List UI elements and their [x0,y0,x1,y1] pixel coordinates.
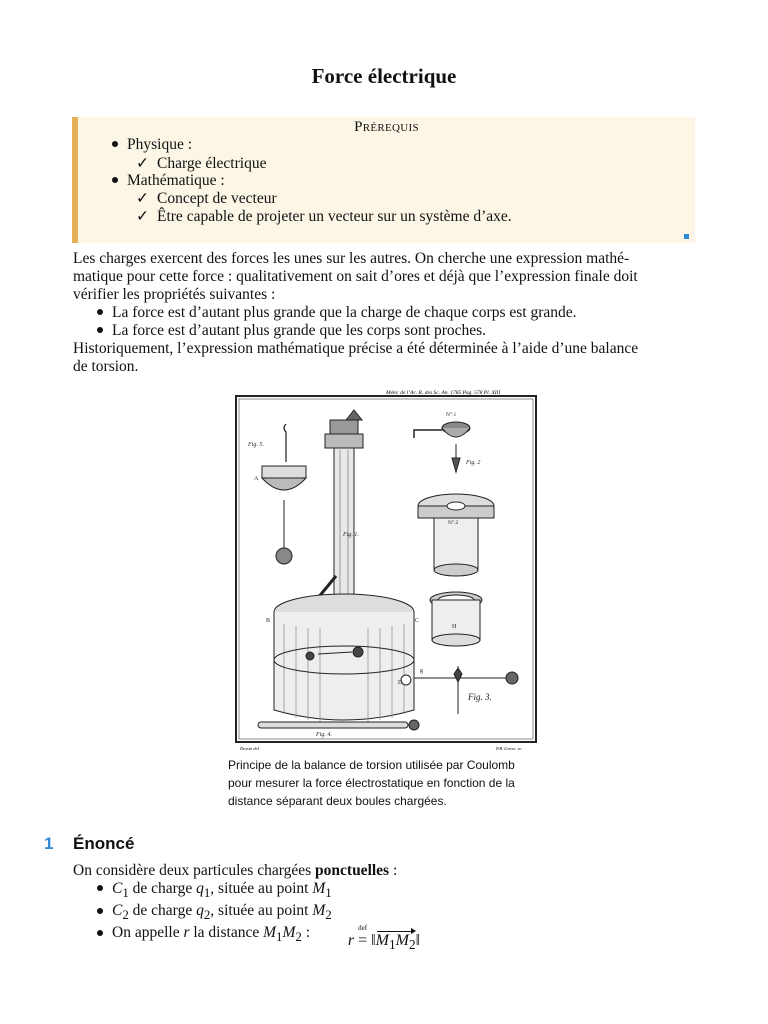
bullet-icon [97,908,103,914]
svg-text:N°.2: N°.2 [448,520,459,526]
svg-text:H: H [452,624,457,630]
list-item: $C_1$ de charge $q_1$, située au point $M_1$ [73,880,697,902]
checkmark-icon: ✓ [136,190,149,207]
svg-text:Fig. 1.: Fig. 1. [343,532,359,538]
list-item: ✓ Concept de vecteur [136,190,277,207]
checkmark-icon: ✓ [136,155,149,172]
end-square-icon [684,234,689,239]
bullet-icon [97,327,103,333]
svg-text:Fig. 5.: Fig. 5. [248,442,264,448]
list-item: La force est d’autant plus grande que la charge de chaque corps est grande. [73,304,697,322]
list-item: ✓ Charge électrique [136,155,267,172]
prerequisites-heading: Prérequis [354,119,419,135]
bullet-icon [97,885,103,891]
bullet-icon [97,309,103,315]
bullet-icon [112,177,118,183]
prerequisites-box [72,117,695,243]
svg-text:D: D [398,680,403,686]
svg-text:Fig. 3.: Fig. 3. [468,692,492,702]
distance-formula: r def = $‖M_1M_2‖$ [347,924,421,953]
torsion-balance-engraving [228,388,544,754]
svg-text:Fig. 2: Fig. 2 [466,460,481,466]
section-intro: On considère deux particules chargées ponctuelles : [73,862,398,879]
list-item: Mathématique : [112,172,225,190]
svg-text:Fig. 4.: Fig. 4. [316,732,332,738]
svg-text:A: A [254,476,259,482]
bullet-icon [112,141,118,147]
list-item: La force est d’autant plus grande que les corps sont proches. [73,322,697,340]
list-item: Physique : [112,136,192,154]
engraver-left: Dessin del. [240,746,260,751]
svg-text:C: C [415,618,420,624]
section-title: Énoncé [73,834,135,853]
list-item: On appelle r la distance $M_1M_2$ : [73,924,697,946]
figure-header: Mém: de l’Ac. R. des Sc. An. 1785 Pag. 578 Pl. XIII [386,390,501,396]
svg-text:B: B [266,618,271,624]
figure-caption: Principe de la balance de torsion utilisée par Coulomb pour mesurer la force électrostatique en fonction de la distance séparant deux boules chargées. [228,758,515,808]
page-title: Force électrique [311,64,457,88]
section-number: 1 [44,834,54,853]
engraver-right: P.B. Grave. sc. [496,746,523,751]
intro-paragraph: Les charges exercent des forces les unes sur les autres. On cherche une expression mathé- matique pour cette force : qualitativement on sait d’ores et déjà que l’expression finale doit vérifier les propriétés suivantes : La force est d’autant plus grande que la charge de chaque corps est grande. La force est d’autant plus grande que les corps sont proches. Historiquement, l’expression mathématique précise a été déterminée à l’aide d’une balance de torsion. [73,250,697,376]
svg-text:N°.1: N°.1 [446,412,457,418]
list-item: $C_2$ de charge $q_2$, située au point $M_2$ [73,902,697,924]
svg-text:g: g [420,668,423,674]
list-item: ✓ Être capable de projeter un vecteur sur un système d’axe. [136,208,512,225]
checkmark-icon: ✓ [136,208,149,225]
